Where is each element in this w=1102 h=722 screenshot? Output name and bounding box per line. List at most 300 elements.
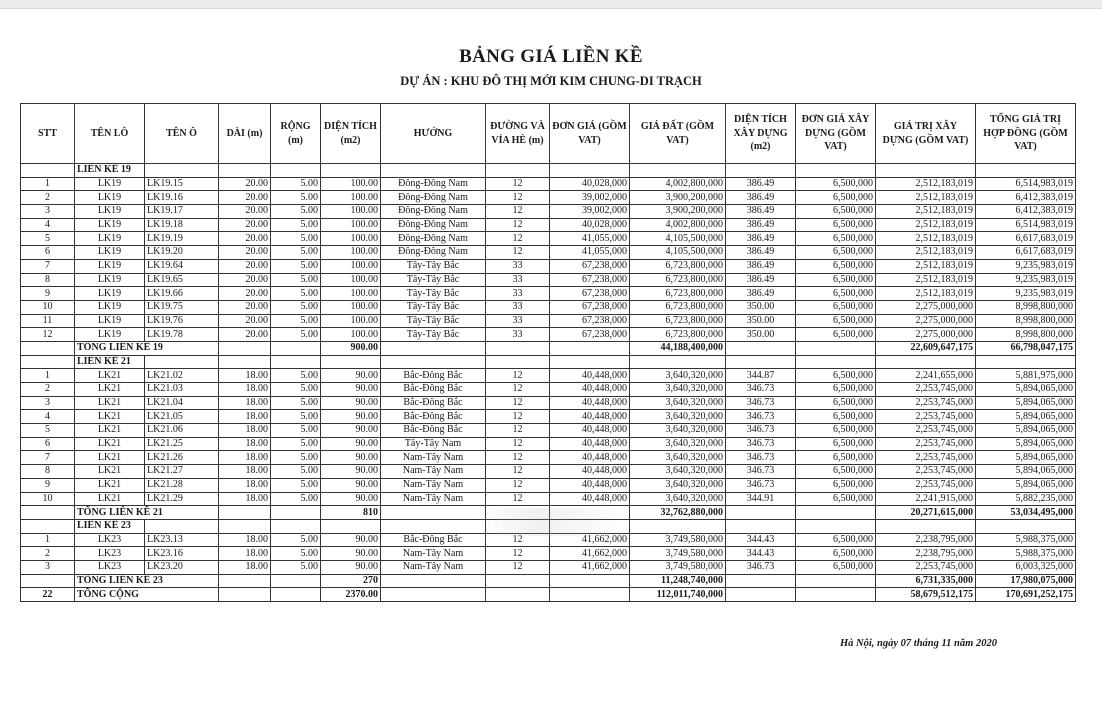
cell-huong: Nam-Tây Nam bbox=[381, 547, 486, 561]
cell-ten-o: LK19.16 bbox=[145, 191, 219, 205]
cell-gia-dat: 6,723,800,000 bbox=[630, 259, 726, 273]
cell-dien-tich: 100.00 bbox=[321, 287, 381, 301]
cell-dien-tich: 100.00 bbox=[321, 205, 381, 219]
group-total-label: TỔNG LIÊN KỀ 21 bbox=[75, 506, 219, 520]
cell-empty bbox=[796, 574, 876, 588]
cell-don-gia-xd: 6,500,000 bbox=[796, 328, 876, 342]
group-total-gia-dat: 32,762,880,000 bbox=[630, 506, 726, 520]
cell-ten-o: LK21.02 bbox=[145, 369, 219, 383]
cell-don-gia: 41,662,000 bbox=[550, 547, 630, 561]
cell-gia-dat: 3,640,320,000 bbox=[630, 369, 726, 383]
cell-gia-dat: 3,640,320,000 bbox=[630, 383, 726, 397]
cell-ten-lo: LK21 bbox=[75, 369, 145, 383]
cell-gia-dat: 6,723,800,000 bbox=[630, 314, 726, 328]
table-row bbox=[21, 232, 1076, 246]
group-total-dien-tich: 900.00 bbox=[321, 341, 381, 355]
cell-tong-gia-tri: 6,617,683,019 bbox=[976, 246, 1076, 260]
cell-gia-dat: 3,900,200,000 bbox=[630, 205, 726, 219]
cell-don-gia-xd: 6,500,000 bbox=[796, 300, 876, 314]
cell-tong-gia-tri: 5,894,065,000 bbox=[976, 383, 1076, 397]
cell-rong: 5.00 bbox=[271, 314, 321, 328]
table-row bbox=[21, 437, 1076, 451]
cell-empty bbox=[796, 164, 876, 178]
cell-tong-gia-tri: 9,235,983,019 bbox=[976, 259, 1076, 273]
cell-empty bbox=[381, 519, 486, 533]
cell-empty bbox=[271, 506, 321, 520]
cell-don-gia: 41,055,000 bbox=[550, 232, 630, 246]
cell-don-gia-xd: 6,500,000 bbox=[796, 560, 876, 574]
cell-dien-tich: 100.00 bbox=[321, 273, 381, 287]
cell-empty bbox=[486, 355, 550, 369]
cell-tong-gia-tri: 5,894,065,000 bbox=[976, 451, 1076, 465]
cell-duong: 12 bbox=[486, 218, 550, 232]
cell-empty bbox=[145, 519, 219, 533]
cell-ten-lo: LK21 bbox=[75, 424, 145, 438]
cell-huong: Tây-Tây Bắc bbox=[381, 273, 486, 287]
cell-rong: 5.00 bbox=[271, 246, 321, 260]
cell-stt: 1 bbox=[21, 533, 75, 547]
cell-empty bbox=[219, 574, 271, 588]
cell-empty bbox=[381, 355, 486, 369]
cell-gia-tri-xd: 2,512,183,019 bbox=[876, 273, 976, 287]
cell-dai: 18.00 bbox=[219, 465, 271, 479]
cell-empty bbox=[630, 164, 726, 178]
cell-dai: 20.00 bbox=[219, 205, 271, 219]
cell-tong-gia-tri: 5,894,065,000 bbox=[976, 465, 1076, 479]
cell-ten-o: LK19.20 bbox=[145, 246, 219, 260]
cell-empty bbox=[321, 355, 381, 369]
cell-dai: 20.00 bbox=[219, 246, 271, 260]
cell-don-gia: 67,238,000 bbox=[550, 287, 630, 301]
cell-ten-o: LK21.06 bbox=[145, 424, 219, 438]
cell-dt-xay-dung: 346.73 bbox=[726, 383, 796, 397]
cell-empty bbox=[321, 164, 381, 178]
table-row bbox=[21, 492, 1076, 506]
cell-tong-gia-tri: 6,514,983,019 bbox=[976, 218, 1076, 232]
cell-don-gia-xd: 6,500,000 bbox=[796, 205, 876, 219]
cell-dai: 20.00 bbox=[219, 232, 271, 246]
grand-total-dien-tich: 2370.00 bbox=[321, 588, 381, 602]
cell-huong: Nam-Tây Nam bbox=[381, 492, 486, 506]
cell-gia-tri-xd: 2,512,183,019 bbox=[876, 177, 976, 191]
cell-dai: 20.00 bbox=[219, 259, 271, 273]
cell-rong: 5.00 bbox=[271, 328, 321, 342]
cell-empty bbox=[381, 341, 486, 355]
cell-empty bbox=[726, 588, 796, 602]
cell-gia-tri-xd: 2,253,745,000 bbox=[876, 560, 976, 574]
cell-dien-tich: 100.00 bbox=[321, 328, 381, 342]
top-edge-strip bbox=[0, 0, 1102, 9]
cell-stt: 3 bbox=[21, 560, 75, 574]
cell-stt: 12 bbox=[21, 328, 75, 342]
cell-rong: 5.00 bbox=[271, 547, 321, 561]
group-header-row bbox=[21, 355, 1076, 369]
cell-stt: 7 bbox=[21, 451, 75, 465]
cell-tong-gia-tri: 8,998,800,000 bbox=[976, 314, 1076, 328]
cell-stt: 8 bbox=[21, 465, 75, 479]
cell-empty bbox=[271, 355, 321, 369]
cell-dai: 18.00 bbox=[219, 451, 271, 465]
cell-empty bbox=[630, 519, 726, 533]
cell-dai: 20.00 bbox=[219, 328, 271, 342]
cell-dt-xay-dung: 386.49 bbox=[726, 273, 796, 287]
group-total-gia-tri-xd: 22,609,647,175 bbox=[876, 341, 976, 355]
cell-don-gia-xd: 6,500,000 bbox=[796, 177, 876, 191]
cell-don-gia: 40,448,000 bbox=[550, 478, 630, 492]
cell-ten-o: LK19.15 bbox=[145, 177, 219, 191]
group-header-row bbox=[21, 164, 1076, 178]
group-name: LIÊN KỀ 23 bbox=[75, 519, 145, 533]
cell-duong: 12 bbox=[486, 478, 550, 492]
cell-stt: 10 bbox=[21, 492, 75, 506]
cell-dien-tich: 90.00 bbox=[321, 533, 381, 547]
cell-duong: 12 bbox=[486, 191, 550, 205]
cell-stt: 1 bbox=[21, 369, 75, 383]
cell-duong: 33 bbox=[486, 259, 550, 273]
cell-ten-o: LK21.03 bbox=[145, 383, 219, 397]
header-ten-o: TÊN Ô bbox=[145, 104, 219, 164]
cell-stt: 1 bbox=[21, 177, 75, 191]
cell-rong: 5.00 bbox=[271, 437, 321, 451]
table-row bbox=[21, 205, 1076, 219]
cell-huong: Bắc-Đông Bắc bbox=[381, 383, 486, 397]
cell-stt: 5 bbox=[21, 232, 75, 246]
cell-dai: 18.00 bbox=[219, 396, 271, 410]
cell-ten-lo: LK21 bbox=[75, 492, 145, 506]
cell-stt: 7 bbox=[21, 259, 75, 273]
table-row bbox=[21, 451, 1076, 465]
cell-ten-o: LK19.64 bbox=[145, 259, 219, 273]
cell-dien-tich: 100.00 bbox=[321, 314, 381, 328]
cell-empty bbox=[976, 519, 1076, 533]
cell-dien-tich: 100.00 bbox=[321, 177, 381, 191]
cell-empty bbox=[21, 355, 75, 369]
cell-don-gia-xd: 6,500,000 bbox=[796, 451, 876, 465]
cell-gia-dat: 3,640,320,000 bbox=[630, 478, 726, 492]
cell-don-gia: 41,662,000 bbox=[550, 533, 630, 547]
cell-duong: 33 bbox=[486, 300, 550, 314]
header-gia-tri-xd: GIÁ TRỊ XÂY DỰNG (GỒM VAT) bbox=[876, 104, 976, 164]
cell-huong: Tây-Tây Bắc bbox=[381, 300, 486, 314]
cell-empty bbox=[876, 519, 976, 533]
cell-stt: 10 bbox=[21, 300, 75, 314]
cell-dien-tich: 90.00 bbox=[321, 492, 381, 506]
header-dt-xay-dung: DIỆN TÍCH XÂY DỰNG (m2) bbox=[726, 104, 796, 164]
group-total-gia-tri-xd: 20,271,615,000 bbox=[876, 506, 976, 520]
cell-dt-xay-dung: 350.00 bbox=[726, 314, 796, 328]
cell-dai: 18.00 bbox=[219, 560, 271, 574]
group-total-tong-gia-tri: 53,034,495,000 bbox=[976, 506, 1076, 520]
cell-gia-dat: 3,640,320,000 bbox=[630, 410, 726, 424]
cell-dien-tich: 90.00 bbox=[321, 437, 381, 451]
cell-empty bbox=[796, 588, 876, 602]
cell-gia-dat: 3,640,320,000 bbox=[630, 424, 726, 438]
cell-gia-tri-xd: 2,512,183,019 bbox=[876, 232, 976, 246]
cell-dt-xay-dung: 386.49 bbox=[726, 205, 796, 219]
cell-tong-gia-tri: 6,617,683,019 bbox=[976, 232, 1076, 246]
cell-empty bbox=[219, 519, 271, 533]
cell-dien-tich: 100.00 bbox=[321, 246, 381, 260]
cell-huong: Tây-Tây Bắc bbox=[381, 287, 486, 301]
cell-don-gia: 40,448,000 bbox=[550, 451, 630, 465]
cell-tong-gia-tri: 6,412,383,019 bbox=[976, 191, 1076, 205]
group-total-gia-tri-xd: 6,731,335,000 bbox=[876, 574, 976, 588]
table-row bbox=[21, 218, 1076, 232]
cell-don-gia: 40,448,000 bbox=[550, 383, 630, 397]
cell-gia-tri-xd: 2,512,183,019 bbox=[876, 205, 976, 219]
cell-duong: 12 bbox=[486, 451, 550, 465]
cell-dt-xay-dung: 346.73 bbox=[726, 560, 796, 574]
cell-ten-o: LK21.04 bbox=[145, 396, 219, 410]
cell-duong: 12 bbox=[486, 424, 550, 438]
cell-huong: Tây-Tây Bắc bbox=[381, 314, 486, 328]
cell-duong: 33 bbox=[486, 273, 550, 287]
cell-ten-lo: LK19 bbox=[75, 191, 145, 205]
cell-duong: 12 bbox=[486, 369, 550, 383]
cell-dien-tich: 90.00 bbox=[321, 396, 381, 410]
cell-duong: 12 bbox=[486, 246, 550, 260]
cell-empty bbox=[321, 519, 381, 533]
cell-ten-o: LK23.16 bbox=[145, 547, 219, 561]
cell-gia-tri-xd: 2,241,915,000 bbox=[876, 492, 976, 506]
header-rong: RỘNG (m) bbox=[271, 104, 321, 164]
cell-duong: 12 bbox=[486, 492, 550, 506]
cell-dai: 18.00 bbox=[219, 437, 271, 451]
cell-don-gia-xd: 6,500,000 bbox=[796, 259, 876, 273]
grand-total-gia-dat: 112,011,740,000 bbox=[630, 588, 726, 602]
cell-don-gia-xd: 6,500,000 bbox=[796, 191, 876, 205]
cell-huong: Tây-Tây Nam bbox=[381, 437, 486, 451]
cell-empty bbox=[976, 164, 1076, 178]
cell-ten-lo: LK19 bbox=[75, 232, 145, 246]
cell-dien-tich: 90.00 bbox=[321, 547, 381, 561]
watermark bbox=[478, 508, 628, 536]
cell-dai: 20.00 bbox=[219, 218, 271, 232]
cell-huong: Bắc-Đông Bắc bbox=[381, 410, 486, 424]
table-row bbox=[21, 478, 1076, 492]
cell-empty bbox=[486, 588, 550, 602]
cell-tong-gia-tri: 6,412,383,019 bbox=[976, 205, 1076, 219]
grand-total-gia-tri-xd: 58,679,512,175 bbox=[876, 588, 976, 602]
cell-don-gia: 40,448,000 bbox=[550, 396, 630, 410]
table-row bbox=[21, 424, 1076, 438]
cell-dt-xay-dung: 346.73 bbox=[726, 396, 796, 410]
group-total-label: TỔNG LIÊN KỀ 19 bbox=[75, 341, 219, 355]
cell-empty bbox=[271, 588, 321, 602]
cell-rong: 5.00 bbox=[271, 465, 321, 479]
cell-empty bbox=[550, 341, 630, 355]
cell-empty bbox=[726, 506, 796, 520]
cell-gia-tri-xd: 2,512,183,019 bbox=[876, 218, 976, 232]
cell-stt: 2 bbox=[21, 191, 75, 205]
cell-dai: 20.00 bbox=[219, 273, 271, 287]
cell-stt: 6 bbox=[21, 437, 75, 451]
cell-rong: 5.00 bbox=[271, 410, 321, 424]
cell-don-gia: 40,448,000 bbox=[550, 492, 630, 506]
cell-ten-lo: LK21 bbox=[75, 465, 145, 479]
cell-rong: 5.00 bbox=[271, 300, 321, 314]
cell-stt: 5 bbox=[21, 424, 75, 438]
cell-empty bbox=[796, 341, 876, 355]
cell-rong: 5.00 bbox=[271, 218, 321, 232]
cell-stt: 9 bbox=[21, 478, 75, 492]
cell-empty bbox=[726, 574, 796, 588]
cell-huong: Bắc-Đông Bắc bbox=[381, 369, 486, 383]
cell-dt-xay-dung: 350.00 bbox=[726, 328, 796, 342]
cell-ten-lo: LK23 bbox=[75, 533, 145, 547]
cell-empty bbox=[21, 506, 75, 520]
cell-dien-tich: 90.00 bbox=[321, 451, 381, 465]
cell-gia-dat: 6,723,800,000 bbox=[630, 300, 726, 314]
cell-tong-gia-tri: 6,003,325,000 bbox=[976, 560, 1076, 574]
cell-ten-lo: LK19 bbox=[75, 287, 145, 301]
cell-don-gia-xd: 6,500,000 bbox=[796, 246, 876, 260]
cell-dt-xay-dung: 346.73 bbox=[726, 424, 796, 438]
cell-duong: 12 bbox=[486, 232, 550, 246]
cell-rong: 5.00 bbox=[271, 383, 321, 397]
cell-ten-lo: LK21 bbox=[75, 396, 145, 410]
cell-empty bbox=[219, 588, 271, 602]
group-total-row bbox=[21, 574, 1076, 588]
cell-empty bbox=[726, 164, 796, 178]
cell-stt: 3 bbox=[21, 205, 75, 219]
cell-dai: 20.00 bbox=[219, 287, 271, 301]
cell-dt-xay-dung: 350.00 bbox=[726, 300, 796, 314]
cell-don-gia-xd: 6,500,000 bbox=[796, 424, 876, 438]
cell-dt-xay-dung: 344.91 bbox=[726, 492, 796, 506]
cell-empty bbox=[271, 574, 321, 588]
cell-dai: 18.00 bbox=[219, 369, 271, 383]
cell-don-gia: 40,448,000 bbox=[550, 369, 630, 383]
cell-gia-dat: 3,640,320,000 bbox=[630, 492, 726, 506]
cell-empty bbox=[486, 164, 550, 178]
cell-dai: 18.00 bbox=[219, 533, 271, 547]
cell-rong: 5.00 bbox=[271, 205, 321, 219]
cell-ten-lo: LK19 bbox=[75, 314, 145, 328]
table-row bbox=[21, 177, 1076, 191]
cell-ten-o: LK19.76 bbox=[145, 314, 219, 328]
cell-dt-xay-dung: 386.49 bbox=[726, 218, 796, 232]
cell-rong: 5.00 bbox=[271, 424, 321, 438]
cell-ten-lo: LK23 bbox=[75, 560, 145, 574]
cell-tong-gia-tri: 6,514,983,019 bbox=[976, 177, 1076, 191]
cell-gia-tri-xd: 2,253,745,000 bbox=[876, 383, 976, 397]
cell-dien-tich: 100.00 bbox=[321, 232, 381, 246]
cell-empty bbox=[219, 355, 271, 369]
cell-dien-tich: 100.00 bbox=[321, 300, 381, 314]
cell-empty bbox=[486, 574, 550, 588]
cell-don-gia: 41,055,000 bbox=[550, 246, 630, 260]
cell-empty bbox=[876, 164, 976, 178]
table-row bbox=[21, 314, 1076, 328]
cell-don-gia-xd: 6,500,000 bbox=[796, 218, 876, 232]
cell-dien-tich: 90.00 bbox=[321, 465, 381, 479]
cell-dt-xay-dung: 386.49 bbox=[726, 177, 796, 191]
cell-don-gia-xd: 6,500,000 bbox=[796, 533, 876, 547]
cell-ten-o: LK19.75 bbox=[145, 300, 219, 314]
cell-don-gia: 40,448,000 bbox=[550, 424, 630, 438]
cell-dai: 20.00 bbox=[219, 300, 271, 314]
cell-huong: Bắc-Đông Bắc bbox=[381, 424, 486, 438]
cell-rong: 5.00 bbox=[271, 273, 321, 287]
cell-tong-gia-tri: 5,894,065,000 bbox=[976, 437, 1076, 451]
cell-don-gia: 67,238,000 bbox=[550, 300, 630, 314]
cell-ten-lo: LK19 bbox=[75, 328, 145, 342]
cell-gia-dat: 6,723,800,000 bbox=[630, 273, 726, 287]
cell-dien-tich: 90.00 bbox=[321, 478, 381, 492]
cell-don-gia-xd: 6,500,000 bbox=[796, 273, 876, 287]
cell-ten-o: LK23.13 bbox=[145, 533, 219, 547]
grand-total-tong-gia-tri: 170,691,252,175 bbox=[976, 588, 1076, 602]
cell-empty bbox=[796, 355, 876, 369]
table-row bbox=[21, 259, 1076, 273]
cell-gia-dat: 3,640,320,000 bbox=[630, 465, 726, 479]
document-title: BẢNG GIÁ LIỀN KỀ bbox=[459, 46, 643, 67]
cell-ten-o: LK21.29 bbox=[145, 492, 219, 506]
cell-duong: 33 bbox=[486, 314, 550, 328]
cell-ten-o: LK19.19 bbox=[145, 232, 219, 246]
cell-rong: 5.00 bbox=[271, 369, 321, 383]
cell-dt-xay-dung: 344.87 bbox=[726, 369, 796, 383]
cell-don-gia: 40,448,000 bbox=[550, 465, 630, 479]
cell-ten-o: LK21.27 bbox=[145, 465, 219, 479]
cell-empty bbox=[550, 164, 630, 178]
cell-dt-xay-dung: 346.73 bbox=[726, 465, 796, 479]
cell-dai: 18.00 bbox=[219, 547, 271, 561]
cell-dt-xay-dung: 386.49 bbox=[726, 232, 796, 246]
cell-huong: Đông-Đông Nam bbox=[381, 232, 486, 246]
cell-empty bbox=[21, 519, 75, 533]
cell-ten-lo: LK21 bbox=[75, 410, 145, 424]
cell-empty bbox=[145, 355, 219, 369]
cell-dien-tich: 90.00 bbox=[321, 369, 381, 383]
cell-empty bbox=[21, 164, 75, 178]
cell-empty bbox=[726, 519, 796, 533]
table-row bbox=[21, 383, 1076, 397]
cell-dt-xay-dung: 344.43 bbox=[726, 533, 796, 547]
cell-don-gia: 67,238,000 bbox=[550, 273, 630, 287]
cell-huong: Đông-Đông Nam bbox=[381, 177, 486, 191]
cell-empty bbox=[219, 341, 271, 355]
cell-empty bbox=[145, 164, 219, 178]
cell-gia-tri-xd: 2,238,795,000 bbox=[876, 547, 976, 561]
cell-stt: 2 bbox=[21, 547, 75, 561]
cell-dt-xay-dung: 386.49 bbox=[726, 191, 796, 205]
grand-total-stt: 22 bbox=[21, 588, 75, 602]
cell-empty bbox=[271, 519, 321, 533]
cell-huong: Tây-Tây Bắc bbox=[381, 328, 486, 342]
document-subtitle: DỰ ÁN : KHU ĐÔ THỊ MỚI KIM CHUNG-DI TRẠCH bbox=[400, 74, 702, 88]
cell-dai: 18.00 bbox=[219, 383, 271, 397]
cell-ten-lo: LK23 bbox=[75, 547, 145, 561]
cell-dt-xay-dung: 386.49 bbox=[726, 259, 796, 273]
group-total-gia-dat: 44,188,400,000 bbox=[630, 341, 726, 355]
cell-huong: Bắc-Đông Bắc bbox=[381, 396, 486, 410]
group-total-tong-gia-tri: 17,980,075,000 bbox=[976, 574, 1076, 588]
table-row bbox=[21, 300, 1076, 314]
cell-ten-o: LK21.25 bbox=[145, 437, 219, 451]
cell-gia-tri-xd: 2,238,795,000 bbox=[876, 533, 976, 547]
cell-gia-tri-xd: 2,253,745,000 bbox=[876, 396, 976, 410]
cell-tong-gia-tri: 5,988,375,000 bbox=[976, 547, 1076, 561]
cell-huong: Tây-Tây Bắc bbox=[381, 259, 486, 273]
cell-empty bbox=[21, 574, 75, 588]
grand-total-label: TỔNG CỘNG bbox=[75, 588, 219, 602]
header-huong: HƯỚNG bbox=[381, 104, 486, 164]
cell-gia-tri-xd: 2,512,183,019 bbox=[876, 191, 976, 205]
group-total-dien-tich: 810 bbox=[321, 506, 381, 520]
cell-rong: 5.00 bbox=[271, 533, 321, 547]
